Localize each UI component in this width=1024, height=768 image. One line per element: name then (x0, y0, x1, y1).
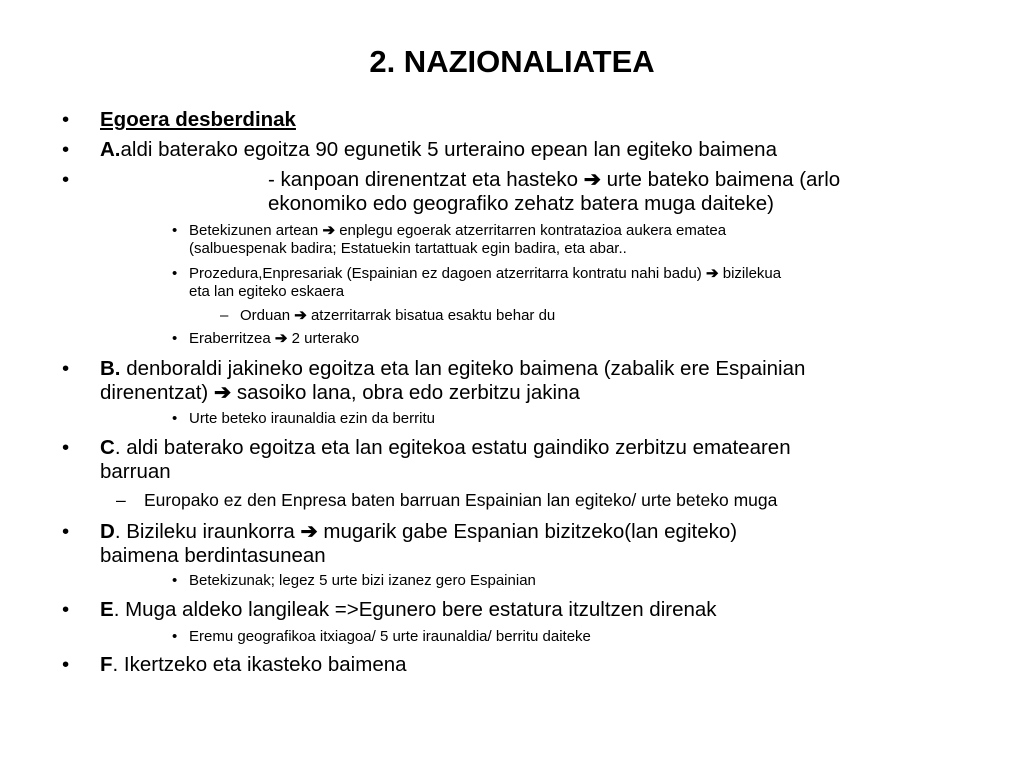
item-letter: E (100, 598, 114, 621)
item-text: barruan (100, 460, 171, 483)
item-text: direnentzat) (100, 381, 209, 404)
arrow-right-icon: ➔ (583, 168, 601, 191)
item-letter: C (100, 436, 115, 459)
section-heading: Egoera desberdinak (100, 108, 296, 131)
item-letter: F (100, 653, 113, 676)
item-text: eta lan egiteko eskaera (189, 283, 345, 300)
item-text: . aldi baterako egoitza eta lan egitekoa estatu gaindiko zerbitzu ematearen (114, 436, 791, 459)
item-text: mugarik gabe Espanian bizitzeko(lan egiteko) (323, 520, 738, 543)
item-text: Eraberritzea (189, 330, 271, 347)
item-text: Betekizunak; legez 5 urte bizi izanez gero Espainian (189, 572, 536, 589)
slide-title: 2. NAZIONALIATEA (369, 44, 655, 79)
item-text: Europako ez den Enpresa baten barruan Espainian lan egiteko/ urte beteko muga (144, 490, 778, 510)
item-letter: A. (100, 138, 121, 161)
item-text: bizilekua (722, 265, 782, 282)
item-text: . Ikertzeko eta ikasteko baimena (112, 653, 407, 676)
item-text: Urte beteko iraunaldia ezin da berritu (189, 410, 435, 427)
bullet-icon: • (172, 330, 178, 347)
item-text: Orduan (240, 307, 291, 324)
arrow-right-icon: ➔ (274, 330, 288, 347)
item-text: baimena berdintasunean (100, 544, 326, 567)
item-text: urte bateko baimena (arlo (606, 168, 841, 191)
item-text: enplegu egoerak atzerritarren kontratazioa aukera ematea (339, 222, 727, 239)
arrow-right-icon: ➔ (705, 265, 719, 282)
dash-icon: – (116, 490, 126, 510)
item-letter: B. (100, 357, 121, 380)
bullet-icon: • (62, 436, 70, 459)
bullet-icon: • (62, 138, 70, 161)
item-text: denboraldi jakineko egoitza eta lan egiteko baimena (zabalik ere Espainian (120, 357, 806, 380)
item-text: atzerritarrak bisatua esaktu behar du (310, 307, 556, 324)
item-text: sasoiko lana, obra edo zerbitzu jakina (236, 381, 580, 404)
bullet-icon: • (62, 168, 70, 191)
arrow-right-icon: ➔ (300, 520, 318, 543)
bullet-icon: • (62, 520, 70, 543)
item-text: . Muga aldeko langileak =>Egunero bere estatura itzultzen direnak (113, 598, 717, 621)
item-text: 2 urterako (291, 330, 360, 347)
item-text: - kanpoan direnentzat eta hasteko (268, 168, 578, 191)
bullet-icon: • (172, 265, 178, 282)
dash-icon: – (220, 307, 229, 324)
item-text: ekonomiko edo geografiko zehatz batera muga daiteke) (268, 192, 774, 215)
item-text: aldi baterako egoitza 90 egunetik 5 urteraino epean lan egiteko baimena (120, 138, 777, 161)
arrow-right-icon: ➔ (322, 222, 336, 239)
bullet-icon: • (172, 222, 178, 239)
bullet-icon: • (62, 108, 70, 131)
item-text: (salbuespenak badira; Estatuekin tartattuak egin badira, eta abar.. (189, 240, 627, 257)
bullet-icon: • (62, 357, 70, 380)
item-text: Eremu geografikoa itxiagoa/ 5 urte iraunaldia/ berritu daiteke (189, 628, 591, 645)
item-text: . Bizileku iraunkorra (114, 520, 295, 543)
item-text: Betekizunen artean (189, 222, 319, 239)
bullet-icon: • (172, 628, 178, 645)
bullet-icon: • (62, 653, 70, 676)
item-text: Prozedura,Enpresariak (Espainian ez dagoen atzerritarra kontratu nahi badu) (189, 265, 702, 282)
bullet-icon: • (62, 598, 70, 621)
bullet-icon: • (172, 410, 178, 427)
bullet-icon: • (172, 572, 178, 589)
arrow-right-icon: ➔ (213, 381, 232, 404)
arrow-right-icon: ➔ (294, 307, 307, 324)
item-letter: D (100, 520, 115, 543)
